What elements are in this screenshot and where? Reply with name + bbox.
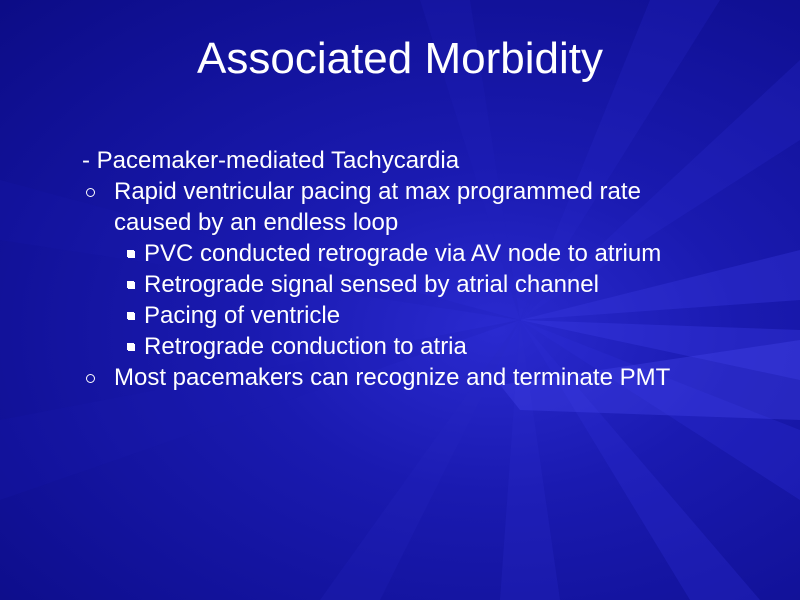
list-item-text: Retrograde signal sensed by atrial channel [144, 271, 599, 298]
list-item-text: PVC conducted retrograde via AV node to atrium [144, 240, 662, 267]
list-item-text: Retrograde conduction to atria [144, 333, 467, 360]
slide-title: Associated Morbidity [197, 34, 603, 83]
square-bullet-icon [126, 250, 135, 259]
list-item [82, 145, 782, 176]
bullet-list [82, 145, 782, 393]
list-item-text: Most pacemakers can recognize and terminate PMT [114, 364, 671, 391]
list-item [82, 300, 782, 331]
square-bullet-icon [126, 312, 135, 321]
square-bullet-icon [126, 343, 135, 352]
dash-marker: - [82, 147, 90, 174]
list-item [82, 331, 782, 362]
list-item-text: Rapid ventricular pacing at max programmed rate [114, 178, 641, 205]
circle-bullet-icon [86, 188, 95, 197]
list-item-text: Pacing of ventricle [144, 302, 341, 329]
list-item-text: Pacemaker-mediated Tachycardia [96, 147, 460, 174]
list-item [82, 238, 782, 269]
list-item-text: caused by an endless loop [114, 209, 399, 236]
circle-bullet-icon [86, 374, 95, 383]
list-item [82, 176, 782, 207]
list-item [82, 269, 782, 300]
list-item-continuation [82, 207, 782, 238]
list-item [82, 362, 782, 393]
square-bullet-icon [126, 281, 135, 290]
